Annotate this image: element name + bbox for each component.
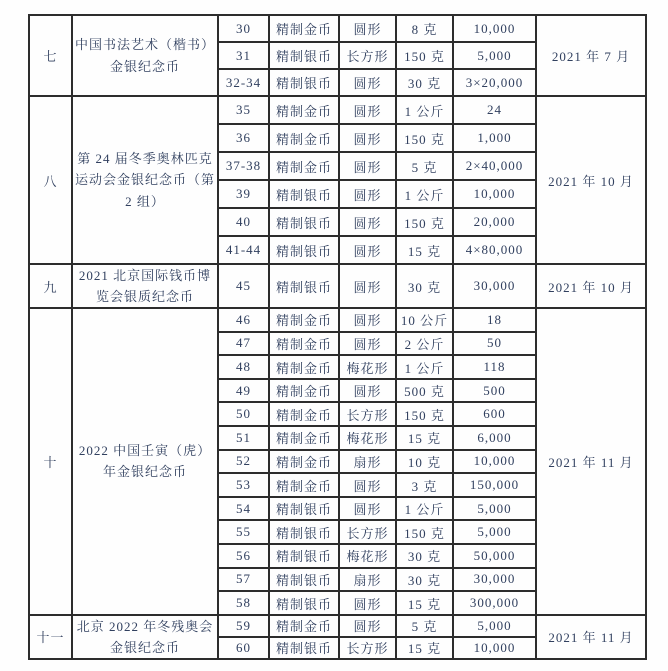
coin-shape-cell: 圆形: [339, 591, 396, 615]
coin-shape-cell: 长方形: [339, 520, 396, 544]
coin-type-cell: 精制银币: [269, 236, 339, 264]
coin-mintage-cell: 118: [453, 355, 536, 379]
coin-no-cell: 60: [218, 637, 269, 659]
coin-mintage-cell: 30,000: [453, 568, 536, 592]
coin-mintage-cell: 10,000: [453, 180, 536, 208]
coin-spec-cell: 1 公斤: [396, 96, 453, 124]
coin-spec-cell: 5 克: [396, 615, 453, 637]
coin-shape-cell: 梅花形: [339, 544, 396, 568]
coin-no-cell: 40: [218, 208, 269, 236]
coin-spec-cell: 30 克: [396, 544, 453, 568]
coin-shape-cell: 圆形: [339, 332, 396, 356]
coin-mintage-cell: 50: [453, 332, 536, 356]
issue-date-cell: 2021 年 11 月: [536, 308, 646, 615]
coin-no-cell: 32-34: [218, 69, 269, 96]
coin-mintage-cell: 600: [453, 402, 536, 426]
coin-no-cell: 54: [218, 497, 269, 521]
coin-shape-cell: 圆形: [339, 152, 396, 180]
issue-date-cell: 2021 年 10 月: [536, 96, 646, 264]
coin-type-cell: 精制银币: [269, 264, 339, 308]
coin-type-cell: 精制银币: [269, 42, 339, 69]
coin-no-cell: 45: [218, 264, 269, 308]
coin-no-cell: 41-44: [218, 236, 269, 264]
coin-mintage-cell: 10,000: [453, 637, 536, 659]
coin-no-cell: 37-38: [218, 152, 269, 180]
coin-mintage-cell: 10,000: [453, 15, 536, 42]
coin-type-cell: 精制金币: [269, 450, 339, 474]
coin-mintage-cell: 5,000: [453, 497, 536, 521]
coin-mintage-cell: 1,000: [453, 124, 536, 152]
coin-spec-cell: 150 克: [396, 124, 453, 152]
coin-spec-cell: 15 克: [396, 591, 453, 615]
coin-spec-cell: 150 克: [396, 42, 453, 69]
coin-no-cell: 58: [218, 591, 269, 615]
coin-shape-cell: 圆形: [339, 15, 396, 42]
coin-type-cell: 精制银币: [269, 637, 339, 659]
coin-type-cell: 精制金币: [269, 96, 339, 124]
section-index-cell: 十: [29, 308, 72, 615]
coin-type-cell: 精制金币: [269, 615, 339, 637]
coin-type-cell: 精制金币: [269, 124, 339, 152]
coin-type-cell: 精制金币: [269, 152, 339, 180]
project-name-cell: 北京 2022 年冬残奥会金银纪念币: [72, 615, 218, 659]
coin-no-cell: 46: [218, 308, 269, 332]
coin-shape-cell: 圆形: [339, 264, 396, 308]
issue-date-cell: 2021 年 7 月: [536, 15, 646, 96]
coin-no-cell: 50: [218, 402, 269, 426]
coin-shape-cell: 长方形: [339, 42, 396, 69]
coin-type-cell: 精制金币: [269, 473, 339, 497]
coin-mintage-cell: 300,000: [453, 591, 536, 615]
project-name-cell: 中国书法艺术（楷书）金银纪念币: [72, 15, 218, 96]
coin-issuance-table: [28, 14, 647, 660]
coin-spec-cell: 1 公斤: [396, 497, 453, 521]
issue-date-cell: 2021 年 11 月: [536, 615, 646, 659]
coin-type-cell: 精制银币: [269, 591, 339, 615]
section-index-cell: 十一: [29, 615, 72, 659]
coin-shape-cell: 梅花形: [339, 355, 396, 379]
coin-spec-cell: 15 克: [396, 637, 453, 659]
coin-shape-cell: 圆形: [339, 308, 396, 332]
coin-shape-cell: 圆形: [339, 236, 396, 264]
coin-mintage-cell: 50,000: [453, 544, 536, 568]
coin-spec-cell: 150 克: [396, 208, 453, 236]
coin-shape-cell: 圆形: [339, 96, 396, 124]
coin-no-cell: 55: [218, 520, 269, 544]
coin-no-cell: 53: [218, 473, 269, 497]
coin-mintage-cell: 20,000: [453, 208, 536, 236]
coin-mintage-cell: 2×40,000: [453, 152, 536, 180]
table-row: [29, 15, 646, 42]
project-name-cell: 第 24 届冬季奥林匹克运动会金银纪念币（第 2 组）: [72, 96, 218, 264]
coin-shape-cell: 圆形: [339, 473, 396, 497]
coin-no-cell: 59: [218, 615, 269, 637]
coin-shape-cell: 扇形: [339, 568, 396, 592]
coin-spec-cell: 30 克: [396, 264, 453, 308]
table-row: [29, 264, 646, 308]
coin-type-cell: 精制金币: [269, 402, 339, 426]
coin-spec-cell: 10 克: [396, 450, 453, 474]
coin-shape-cell: 扇形: [339, 450, 396, 474]
coin-type-cell: 精制银币: [269, 497, 339, 521]
coin-mintage-cell: 30,000: [453, 264, 536, 308]
coin-type-cell: 精制金币: [269, 355, 339, 379]
issue-date-cell: 2021 年 10 月: [536, 264, 646, 308]
table-row: [29, 308, 646, 332]
coin-type-cell: 精制金币: [269, 15, 339, 42]
coin-spec-cell: 8 克: [396, 15, 453, 42]
coin-spec-cell: 1 公斤: [396, 180, 453, 208]
coin-type-cell: 精制银币: [269, 568, 339, 592]
coin-type-cell: 精制银币: [269, 69, 339, 96]
coin-spec-cell: 10 公斤: [396, 308, 453, 332]
section-index-cell: 八: [29, 96, 72, 264]
coin-shape-cell: 圆形: [339, 208, 396, 236]
coin-spec-cell: 2 公斤: [396, 332, 453, 356]
coin-shape-cell: 梅花形: [339, 426, 396, 450]
coin-shape-cell: 圆形: [339, 379, 396, 403]
coin-type-cell: 精制银币: [269, 208, 339, 236]
coin-mintage-cell: 4×80,000: [453, 236, 536, 264]
coin-no-cell: 49: [218, 379, 269, 403]
coin-mintage-cell: 5,000: [453, 42, 536, 69]
coin-mintage-cell: 18: [453, 308, 536, 332]
project-name-cell: 2021 北京国际钱币博览会银质纪念币: [72, 264, 218, 308]
coin-mintage-cell: 5,000: [453, 615, 536, 637]
table-row: [29, 96, 646, 124]
coin-spec-cell: 1 公斤: [396, 355, 453, 379]
section-index-cell: 七: [29, 15, 72, 96]
coin-no-cell: 35: [218, 96, 269, 124]
coin-type-cell: 精制银币: [269, 544, 339, 568]
coin-shape-cell: 圆形: [339, 497, 396, 521]
coin-shape-cell: 长方形: [339, 402, 396, 426]
coin-shape-cell: 圆形: [339, 124, 396, 152]
coin-no-cell: 47: [218, 332, 269, 356]
coin-no-cell: 30: [218, 15, 269, 42]
project-name-cell: 2022 中国壬寅（虎）年金银纪念币: [72, 308, 218, 615]
coin-no-cell: 52: [218, 450, 269, 474]
coin-spec-cell: 150 克: [396, 402, 453, 426]
coin-type-cell: 精制金币: [269, 426, 339, 450]
coin-spec-cell: 15 克: [396, 236, 453, 264]
coin-no-cell: 39: [218, 180, 269, 208]
coin-mintage-cell: 10,000: [453, 450, 536, 474]
coin-mintage-cell: 150,000: [453, 473, 536, 497]
coin-no-cell: 51: [218, 426, 269, 450]
coin-type-cell: 精制金币: [269, 379, 339, 403]
coin-shape-cell: 圆形: [339, 615, 396, 637]
coin-spec-cell: 5 克: [396, 152, 453, 180]
coin-mintage-cell: 3×20,000: [453, 69, 536, 96]
coin-table-body: [29, 15, 646, 659]
coin-type-cell: 精制银币: [269, 180, 339, 208]
coin-mintage-cell: 500: [453, 379, 536, 403]
coin-spec-cell: 500 克: [396, 379, 453, 403]
coin-spec-cell: 30 克: [396, 568, 453, 592]
table-row: [29, 615, 646, 637]
coin-shape-cell: 圆形: [339, 69, 396, 96]
coin-no-cell: 36: [218, 124, 269, 152]
coin-spec-cell: 15 克: [396, 426, 453, 450]
coin-type-cell: 精制银币: [269, 520, 339, 544]
coin-mintage-cell: 6,000: [453, 426, 536, 450]
coin-spec-cell: 150 克: [396, 520, 453, 544]
coin-mintage-cell: 24: [453, 96, 536, 124]
coin-type-cell: 精制金币: [269, 332, 339, 356]
coin-spec-cell: 3 克: [396, 473, 453, 497]
coin-no-cell: 57: [218, 568, 269, 592]
coin-mintage-cell: 5,000: [453, 520, 536, 544]
coin-no-cell: 31: [218, 42, 269, 69]
coin-spec-cell: 30 克: [396, 69, 453, 96]
coin-type-cell: 精制金币: [269, 308, 339, 332]
section-index-cell: 九: [29, 264, 72, 308]
coin-no-cell: 48: [218, 355, 269, 379]
coin-shape-cell: 长方形: [339, 637, 396, 659]
coin-no-cell: 56: [218, 544, 269, 568]
coin-shape-cell: 圆形: [339, 180, 396, 208]
